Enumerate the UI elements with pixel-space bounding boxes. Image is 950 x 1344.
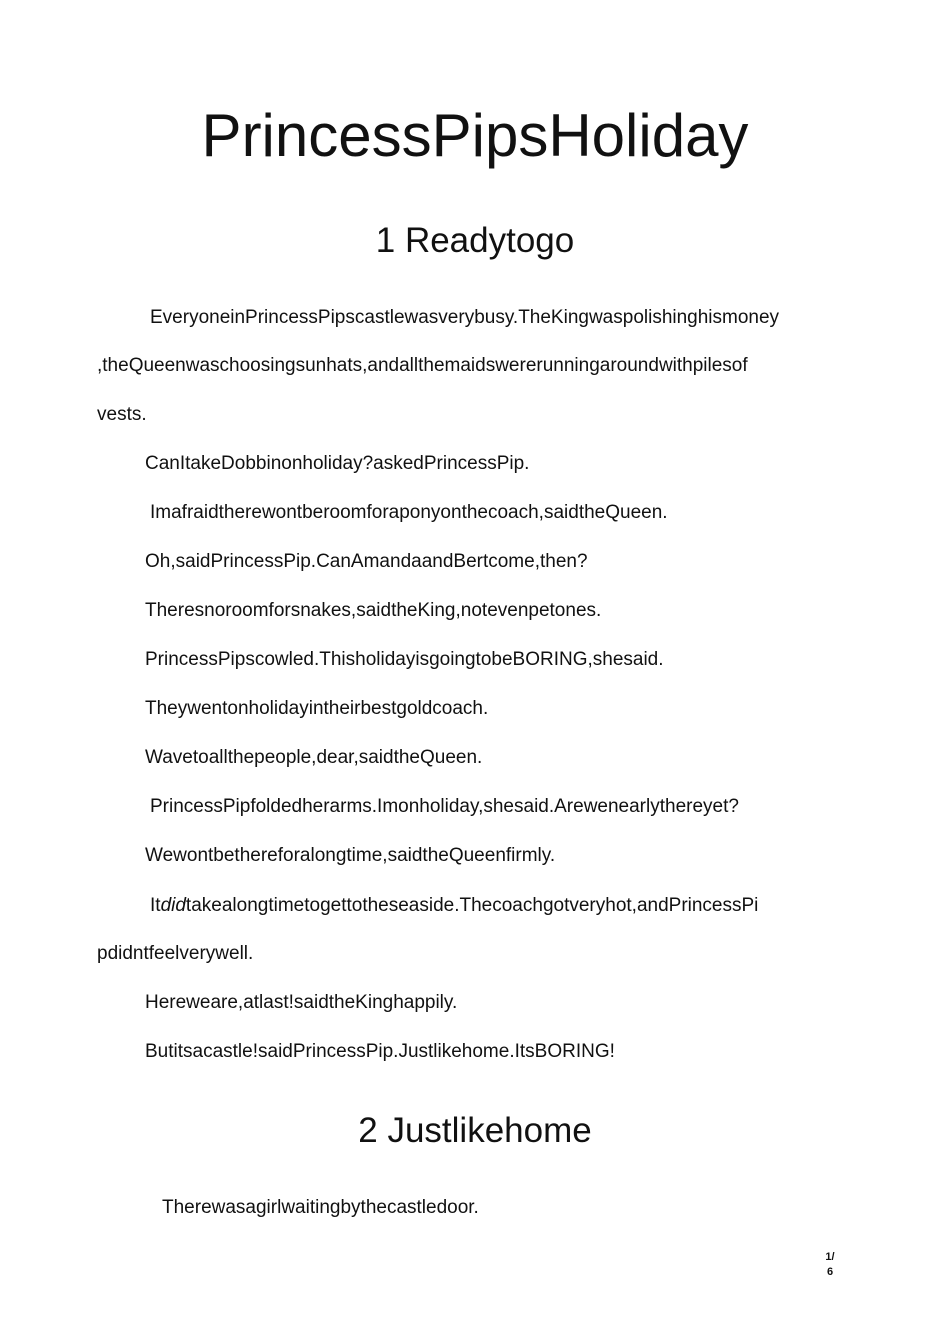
paragraph-line-2: ,theQueenwaschoosingsunhats,andallthemaidswererunningaroundwithpilesof [97, 355, 748, 376]
page-number-current: 1/ [825, 1251, 835, 1263]
paragraph-line-1: EveryoneinPrincessPipscastlewasverybusy.TheKingwaspolishinghismoney [150, 307, 780, 328]
paragraph-line-3: vests. [97, 404, 147, 425]
document-title: PrincessPipsHoliday [201, 102, 749, 169]
paragraph-line-6: Oh,saidPrincessPip.CanAmandaandBertcome,then? [145, 551, 588, 572]
paragraph-line-14: pdidntfeelverywell. [97, 943, 254, 964]
paragraph-line-16: Butitsacastle!saidPrincessPip.Justlikehome.ItsBORING! [145, 1041, 615, 1062]
paragraph-line-5: Imafraidtherewontberoomforaponyonthecoach,saidtheQueen. [150, 502, 668, 523]
page-number-total: 6 [826, 1266, 834, 1278]
paragraph-line-10: Wavetoallthepeople,dear,saidtheQueen. [145, 747, 483, 768]
paragraph-line-8: PrincessPipscowled.ThisholidayisgoingtobeBORING,shesaid. [145, 649, 664, 670]
line-13-start: It [150, 895, 161, 916]
page-number [818, 1250, 842, 1280]
chapter-heading-1: 1 Readytogo [375, 221, 575, 260]
paragraph-line-7: Theresnoroomforsnakes,saidtheKing,notevenpetones. [145, 600, 602, 621]
paragraph-line-12: Wewontbethereforalongtime,saidtheQueenfirmly. [145, 845, 556, 866]
paragraph-line-11: PrincessPipfoldedherarms.Imonholiday,shesaid.Arewenearlythereyet? [150, 796, 739, 817]
paragraph-line-9: Theywentonholidayintheirbestgoldcoach. [145, 698, 489, 719]
paragraph-line-15: Hereweare,atlast!saidtheKinghappily. [145, 992, 458, 1013]
chapter-heading-2: 2 Justlikehome [358, 1111, 592, 1150]
chapter-2-line-1: Therewasagirlwaitingbythecastledoor. [162, 1197, 479, 1218]
line-13-rest: takealongtimetogettotheseaside.Thecoachgotveryhot,andPrincessPi [185, 895, 759, 916]
paragraph-line-4: CanItakeDobbinonholiday?askedPrincessPip. [145, 453, 530, 474]
line-13-italic: did [160, 895, 186, 916]
paragraph-line-13 [150, 894, 758, 918]
